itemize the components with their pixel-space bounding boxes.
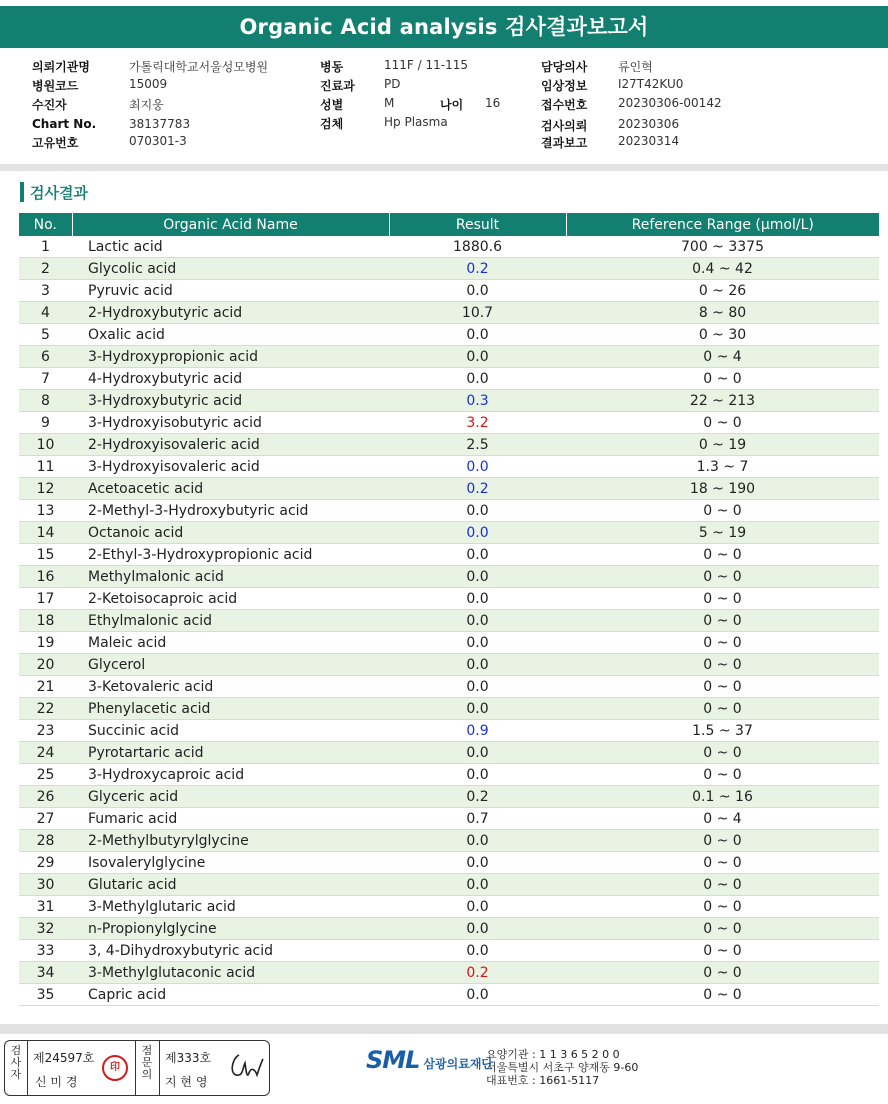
examiner-license: 제24597호	[33, 1051, 95, 1065]
hospital-code: 15009	[129, 77, 168, 91]
result-value: 0.2	[389, 962, 566, 984]
table-row	[19, 566, 879, 588]
table-row	[19, 698, 879, 720]
result-value: 0.0	[389, 500, 566, 522]
no: 2	[19, 258, 72, 280]
table-row	[19, 434, 879, 456]
reference-range: 0 ~ 0	[566, 566, 879, 588]
sex-label: 성별	[320, 98, 344, 112]
unique-no-label: 고유번호	[32, 136, 79, 150]
table-row	[19, 632, 879, 654]
table-row	[19, 544, 879, 566]
table-row	[19, 742, 879, 764]
result-value: 0.0	[389, 940, 566, 962]
table-row	[19, 852, 879, 874]
acid-name: Phenylacetic acid	[72, 698, 389, 720]
reference-range: 0 ~ 0	[566, 962, 879, 984]
table-row	[19, 896, 879, 918]
result-value: 0.0	[389, 456, 566, 478]
table-row	[19, 588, 879, 610]
result-value: 1880.6	[389, 236, 566, 258]
no: 23	[19, 720, 72, 742]
acid-name: 3, 4-Dihydroxybutyric acid	[72, 940, 389, 962]
ward: 111F / 11-115	[384, 58, 468, 72]
table-row	[19, 368, 879, 390]
clinical-info-label: 임상정보	[541, 79, 588, 93]
result-value: 0.2	[389, 786, 566, 808]
no: 6	[19, 346, 72, 368]
no: 30	[19, 874, 72, 896]
no: 19	[19, 632, 72, 654]
acid-name: Glycerol	[72, 654, 389, 676]
seal-stamp: 印	[102, 1055, 128, 1081]
table-row	[19, 808, 879, 830]
reference-range: 0 ~ 0	[566, 610, 879, 632]
no: 24	[19, 742, 72, 764]
table-row	[19, 654, 879, 676]
reference-range: 1.5 ~ 37	[566, 720, 879, 742]
acid-name: 3-Methylglutaric acid	[72, 896, 389, 918]
acid-name: Oxalic acid	[72, 324, 389, 346]
no: 10	[19, 434, 72, 456]
reference-range: 700 ~ 3375	[566, 236, 879, 258]
reference-range: 0 ~ 0	[566, 632, 879, 654]
table-row	[19, 940, 879, 962]
reference-range: 0 ~ 0	[566, 500, 879, 522]
section-title: 검사결과	[30, 183, 88, 202]
result-value: 0.0	[389, 852, 566, 874]
result-value: 0.0	[389, 280, 566, 302]
result-value: 0.0	[389, 984, 566, 1006]
section-marker	[20, 182, 24, 202]
acid-name: 2-Methyl-3-Hydroxybutyric acid	[72, 500, 389, 522]
signature-icon	[227, 1049, 267, 1085]
clinical-info: I27T42KU0	[618, 77, 684, 91]
no: 31	[19, 896, 72, 918]
table-row	[19, 412, 879, 434]
reference-range: 0 ~ 0	[566, 940, 879, 962]
patient-info	[0, 56, 888, 156]
reference-range: 0 ~ 0	[566, 698, 879, 720]
examiner-label: 검사자	[10, 1044, 22, 1081]
acid-name: n-Propionylglycine	[72, 918, 389, 940]
table-row	[19, 830, 879, 852]
institution-info	[486, 1048, 638, 1087]
header-result: Result	[389, 213, 566, 236]
no: 3	[19, 280, 72, 302]
reference-range: 0 ~ 0	[566, 830, 879, 852]
reference-range: 0 ~ 0	[566, 588, 879, 610]
reference-range: 0 ~ 0	[566, 368, 879, 390]
no: 13	[19, 500, 72, 522]
no: 1	[19, 236, 72, 258]
no: 25	[19, 764, 72, 786]
hospital-code-label: 병원코드	[32, 79, 79, 93]
acid-name: 2-Methylbutyrylglycine	[72, 830, 389, 852]
report-title: Organic Acid analysis 검사결과보고서	[0, 6, 888, 48]
acid-name: 2-Ethyl-3-Hydroxypropionic acid	[72, 544, 389, 566]
result-report: 20230314	[618, 134, 680, 148]
no: 20	[19, 654, 72, 676]
reference-range: 18 ~ 190	[566, 478, 879, 500]
receipt-no: 20230306-00142	[618, 96, 722, 110]
table-header-row	[19, 213, 879, 236]
result-value: 0.0	[389, 588, 566, 610]
table-row	[19, 962, 879, 984]
acid-name: 3-Hydroxybutyric acid	[72, 390, 389, 412]
table-row	[19, 522, 879, 544]
no: 27	[19, 808, 72, 830]
no: 28	[19, 830, 72, 852]
acid-name: 2-Hydroxybutyric acid	[72, 302, 389, 324]
reviewer-license: 제333호	[165, 1051, 212, 1065]
reviewer-name: 지 현 영	[165, 1075, 208, 1089]
chart-no-label: Chart No.	[32, 117, 97, 131]
divider	[0, 1024, 888, 1034]
acid-name: Fumaric acid	[72, 808, 389, 830]
no: 11	[19, 456, 72, 478]
acid-name: Pyrotartaric acid	[72, 742, 389, 764]
reference-range: 0 ~ 0	[566, 852, 879, 874]
reference-range: 0 ~ 0	[566, 742, 879, 764]
acid-name: Octanoic acid	[72, 522, 389, 544]
result-value: 0.0	[389, 522, 566, 544]
reviewer-label: 점문의	[141, 1044, 153, 1081]
logo-mark: SML	[366, 1046, 420, 1074]
specimen-label: 검체	[320, 117, 344, 131]
age: 16	[485, 96, 501, 110]
reference-range: 8 ~ 80	[566, 302, 879, 324]
phone: 대표번호 : 1661-5117	[486, 1074, 600, 1087]
acid-name: Acetoacetic acid	[72, 478, 389, 500]
section-header	[20, 181, 88, 203]
acid-name: Glutaric acid	[72, 874, 389, 896]
signature-box	[4, 1040, 270, 1096]
table-row	[19, 610, 879, 632]
department-label: 진료과	[320, 79, 355, 93]
result-value: 0.7	[389, 808, 566, 830]
table-row	[19, 918, 879, 940]
no: 16	[19, 566, 72, 588]
no: 22	[19, 698, 72, 720]
table-row	[19, 874, 879, 896]
acid-name: 2-Ketoisocaproic acid	[72, 588, 389, 610]
requesting-institution-label: 의뢰기관명	[32, 60, 90, 74]
foundation-name: 삼광의료재단	[423, 1056, 494, 1071]
table-row	[19, 720, 879, 742]
requesting-institution: 가톨릭대학교서울성모병원	[129, 60, 269, 74]
result-value: 0.0	[389, 918, 566, 940]
acid-name: 4-Hydroxybutyric acid	[72, 368, 389, 390]
no: 4	[19, 302, 72, 324]
table-row	[19, 258, 879, 280]
result-value: 0.2	[389, 478, 566, 500]
table-row	[19, 390, 879, 412]
table-row	[19, 324, 879, 346]
department: PD	[384, 77, 401, 91]
reference-range: 0.4 ~ 42	[566, 258, 879, 280]
reference-range: 0 ~ 0	[566, 676, 879, 698]
reference-range: 0 ~ 4	[566, 346, 879, 368]
no: 32	[19, 918, 72, 940]
reference-range: 0 ~ 26	[566, 280, 879, 302]
reference-range: 0 ~ 0	[566, 874, 879, 896]
reference-range: 0.1 ~ 16	[566, 786, 879, 808]
reference-range: 0 ~ 0	[566, 544, 879, 566]
table-row	[19, 456, 879, 478]
acid-name: 2-Hydroxyisovaleric acid	[72, 434, 389, 456]
no: 18	[19, 610, 72, 632]
acid-name: Ethylmalonic acid	[72, 610, 389, 632]
no: 9	[19, 412, 72, 434]
result-value: 0.0	[389, 654, 566, 676]
address: 서울특별시 서초구 양재동 9-60	[486, 1061, 639, 1074]
result-value: 10.7	[389, 302, 566, 324]
reference-range: 0 ~ 0	[566, 764, 879, 786]
divider	[0, 164, 888, 171]
reference-range: 0 ~ 30	[566, 324, 879, 346]
acid-name: Pyruvic acid	[72, 280, 389, 302]
no: 34	[19, 962, 72, 984]
acid-name: Methylmalonic acid	[72, 566, 389, 588]
no: 26	[19, 786, 72, 808]
acid-name: 3-Hydroxyisobutyric acid	[72, 412, 389, 434]
physician-label: 담당의사	[541, 60, 588, 74]
result-value: 0.0	[389, 896, 566, 918]
acid-name: Succinic acid	[72, 720, 389, 742]
result-value: 0.0	[389, 324, 566, 346]
no: 14	[19, 522, 72, 544]
acid-name: 3-Methylglutaconic acid	[72, 962, 389, 984]
acid-name: Maleic acid	[72, 632, 389, 654]
acid-name: Glyceric acid	[72, 786, 389, 808]
results-table	[19, 213, 879, 1006]
result-value: 2.5	[389, 434, 566, 456]
no: 29	[19, 852, 72, 874]
result-value: 0.0	[389, 676, 566, 698]
reference-range: 0 ~ 0	[566, 896, 879, 918]
examiner-name: 신 미 경	[35, 1075, 78, 1089]
result-value: 0.0	[389, 764, 566, 786]
reference-range: 5 ~ 19	[566, 522, 879, 544]
examinee-label: 수진자	[32, 98, 67, 112]
table-row	[19, 500, 879, 522]
table-row	[19, 280, 879, 302]
result-value: 0.0	[389, 610, 566, 632]
acid-name: 3-Hydroxyisovaleric acid	[72, 456, 389, 478]
result-report-label: 결과보고	[541, 136, 588, 150]
table-row	[19, 764, 879, 786]
table-row	[19, 478, 879, 500]
result-value: 0.9	[389, 720, 566, 742]
reference-range: 0 ~ 4	[566, 808, 879, 830]
result-value: 0.0	[389, 874, 566, 896]
no: 8	[19, 390, 72, 412]
table-row	[19, 984, 879, 1006]
result-value: 0.0	[389, 698, 566, 720]
header-no: No.	[19, 213, 72, 236]
result-value: 0.0	[389, 632, 566, 654]
reference-range: 22 ~ 213	[566, 390, 879, 412]
result-value: 0.0	[389, 544, 566, 566]
result-value: 0.0	[389, 566, 566, 588]
no: 12	[19, 478, 72, 500]
no: 17	[19, 588, 72, 610]
institution-code: 요양기관 : 1 1 3 6 5 2 0 0	[486, 1048, 620, 1061]
reference-range: 1.3 ~ 7	[566, 456, 879, 478]
result-value: 0.0	[389, 830, 566, 852]
result-value: 0.0	[389, 346, 566, 368]
table-row	[19, 676, 879, 698]
acid-name: 3-Ketovaleric acid	[72, 676, 389, 698]
header-reference: Reference Range (μmol/L)	[566, 213, 879, 236]
acid-name: Isovalerylglycine	[72, 852, 389, 874]
age-label: 나이	[440, 98, 464, 112]
test-request-label: 검사의뢰	[541, 119, 588, 133]
receipt-no-label: 접수번호	[541, 98, 588, 112]
result-value: 0.2	[389, 258, 566, 280]
acid-name: Capric acid	[72, 984, 389, 1006]
reference-range: 0 ~ 0	[566, 654, 879, 676]
reference-range: 0 ~ 0	[566, 918, 879, 940]
table-row	[19, 346, 879, 368]
chart-no: 38137783	[129, 117, 191, 131]
result-value: 0.3	[389, 390, 566, 412]
acid-name: Glycolic acid	[72, 258, 389, 280]
no: 5	[19, 324, 72, 346]
test-request: 20230306	[618, 117, 680, 131]
acid-name: 3-Hydroxypropionic acid	[72, 346, 389, 368]
acid-name: Lactic acid	[72, 236, 389, 258]
table-row	[19, 786, 879, 808]
header-name: Organic Acid Name	[72, 213, 389, 236]
no: 21	[19, 676, 72, 698]
no: 35	[19, 984, 72, 1006]
reference-range: 0 ~ 19	[566, 434, 879, 456]
no: 33	[19, 940, 72, 962]
sml-logo	[366, 1046, 493, 1074]
acid-name: 3-Hydroxycaproic acid	[72, 764, 389, 786]
specimen: Hp Plasma	[384, 115, 448, 129]
unique-no: 070301-3	[129, 134, 187, 148]
sex: M	[384, 96, 395, 110]
table-row	[19, 236, 879, 258]
result-value: 3.2	[389, 412, 566, 434]
physician: 류인혁	[618, 60, 653, 74]
result-value: 0.0	[389, 742, 566, 764]
reference-range: 0 ~ 0	[566, 412, 879, 434]
ward-label: 병동	[320, 60, 344, 74]
no: 7	[19, 368, 72, 390]
examinee: 최지웅	[129, 98, 164, 112]
reference-range: 0 ~ 0	[566, 984, 879, 1006]
no: 15	[19, 544, 72, 566]
table-row	[19, 302, 879, 324]
result-value: 0.0	[389, 368, 566, 390]
